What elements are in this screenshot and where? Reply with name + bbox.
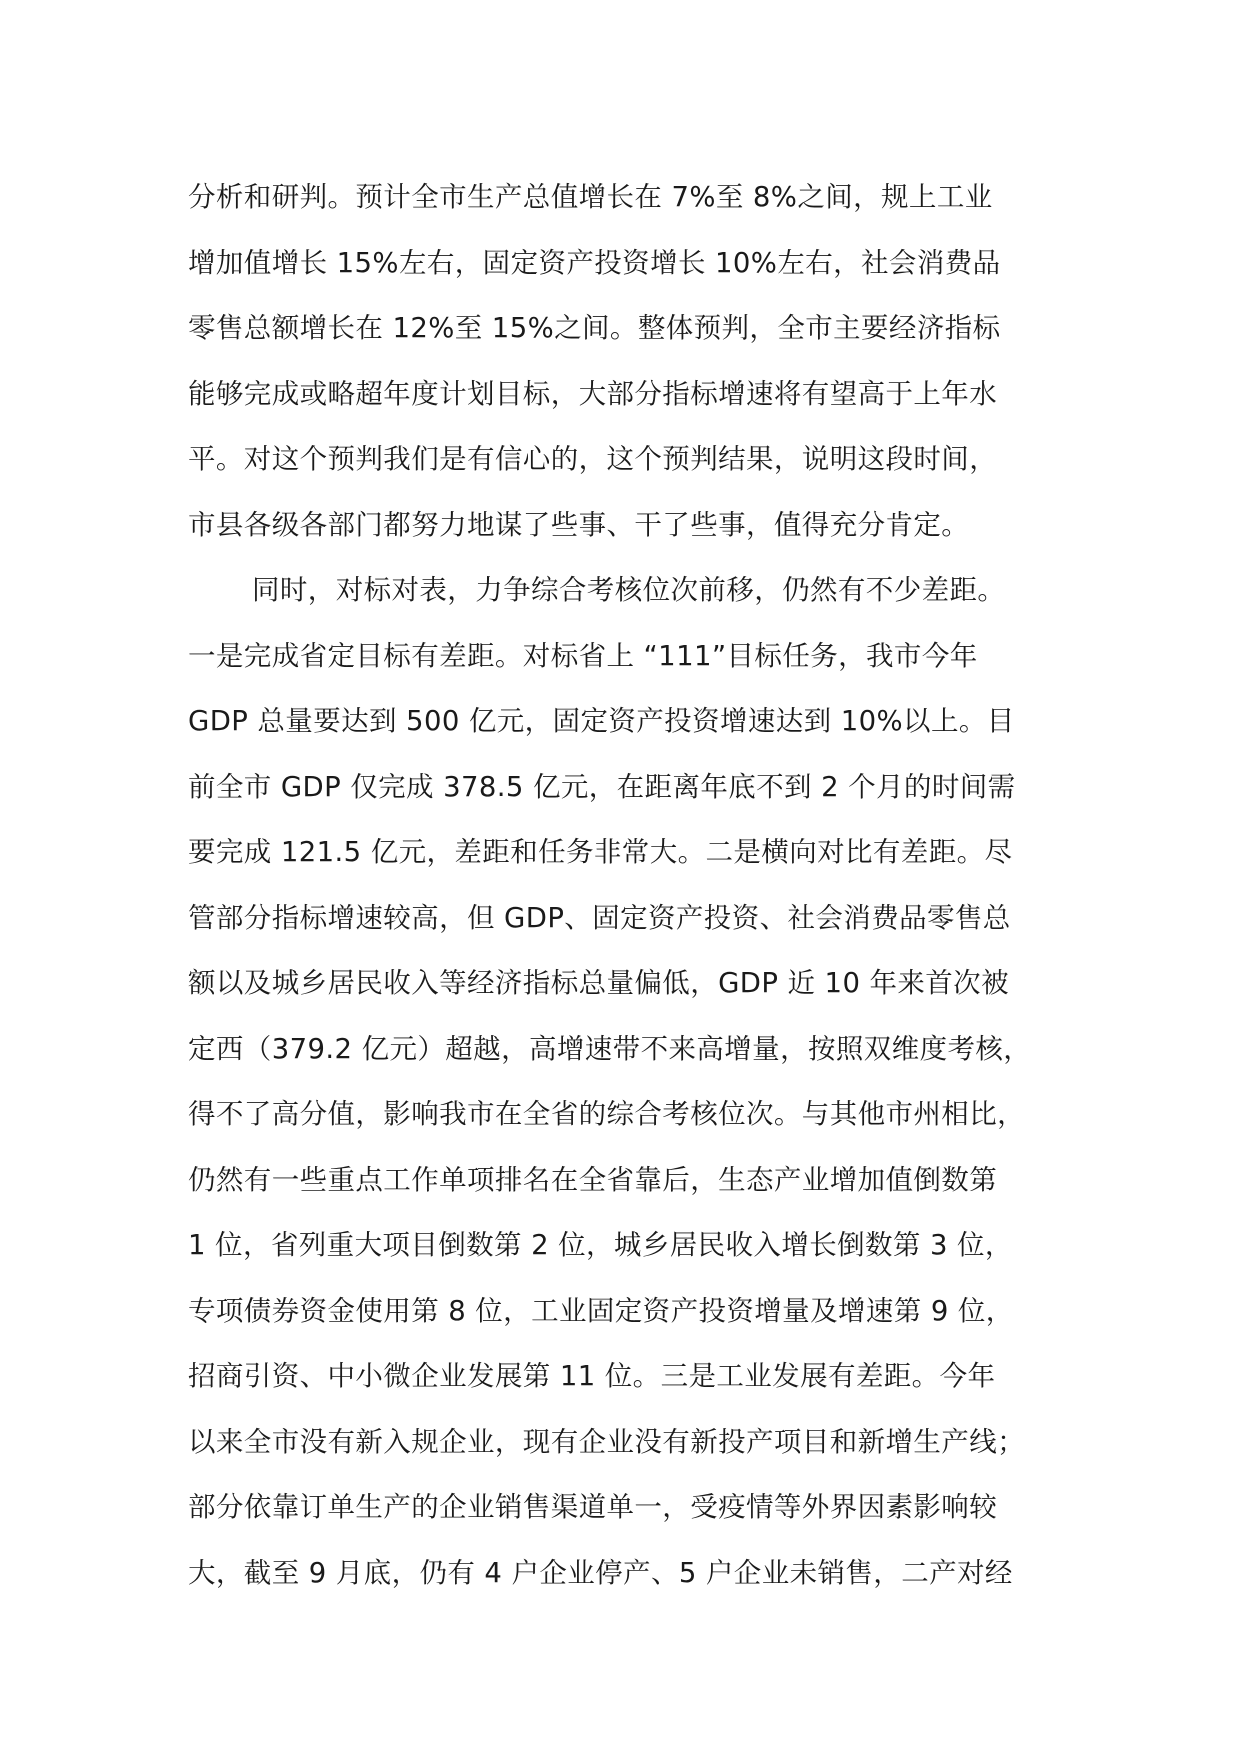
text-line: 零售总额增长在 12%至 15%之间。整体预判，全市主要经济指标 [188, 312, 1001, 344]
text-line: 专项债券资金使用第 8 位，工业固定资产投资增量及增速第 9 位， [188, 1294, 1014, 1327]
text-line: 招商引资、中小微企业发展第 11 位。三是工业发展有差距。今年 [188, 1360, 996, 1392]
text-line: 定西（379.2 亿元）超越，高增速带不来高增量，按照双维度考核， [188, 1032, 1032, 1065]
text-line: 仍然有一些重点工作单项排名在全省靠后，生态产业增加值倒数第 [188, 1163, 998, 1196]
text-line: 前全市 GDP 仅完成 378.5 亿元，在距离年底不到 2 个月的时间需 [188, 770, 1016, 803]
text-line: 市县各级各部门都努力地谋了些事、干了些事，值得充分肯定。 [188, 508, 970, 541]
body-text [188, 165, 1068, 1606]
text-line: 以来全市没有新入规企业，现有企业没有新投产项目和新增生产线； [188, 1425, 1025, 1458]
text-line: 额以及城乡居民收入等经济指标总量偏低，GDP 近 10 年来首次被 [188, 967, 1009, 999]
text-line: 部分依靠订单生产的企业销售渠道单一，受疫情等外界因素影响较 [188, 1491, 998, 1523]
text-line: 一是完成省定目标有差距。对标省上 “111”目标任务，我市今年 [188, 639, 978, 672]
text-line: 能够完成或略超年度计划目标，大部分指标增速将有望高于上年水 [188, 377, 998, 410]
text-line: 平。对这个预判我们是有信心的，这个预判结果，说明这段时间， [188, 443, 998, 475]
text-line: 得不了高分值，影响我市在全省的综合考核位次。与其他市州相比， [188, 1098, 1025, 1130]
text-line: 1 位，省列重大项目倒数第 2 位，城乡居民收入增长倒数第 3 位， [188, 1229, 1013, 1261]
text-line: 分析和研判。预计全市生产总值增长在 7%至 8%之间，规上工业 [188, 181, 993, 213]
paragraph-first-line: 同时，对标对表，力争综合考核位次前移，仍然有不少差距。 [252, 574, 1006, 606]
text-line: GDP 总量要达到 500 亿元，固定资产投资增速达到 10%以上。目 [188, 705, 1015, 737]
text-line: 大，截至 9 月底，仍有 4 户企业停产、5 户企业未销售，二产对经 [188, 1556, 1013, 1589]
text-line: 管部分指标增速较高，但 GDP、固定资产投资、社会消费品零售总 [188, 901, 1011, 934]
text-line: 增加值增长 15%左右，固定资产投资增长 10%左右，社会消费品 [188, 246, 1001, 279]
text-line: 要完成 121.5 亿元，差距和任务非常大。二是横向对比有差距。尽 [188, 836, 1013, 868]
